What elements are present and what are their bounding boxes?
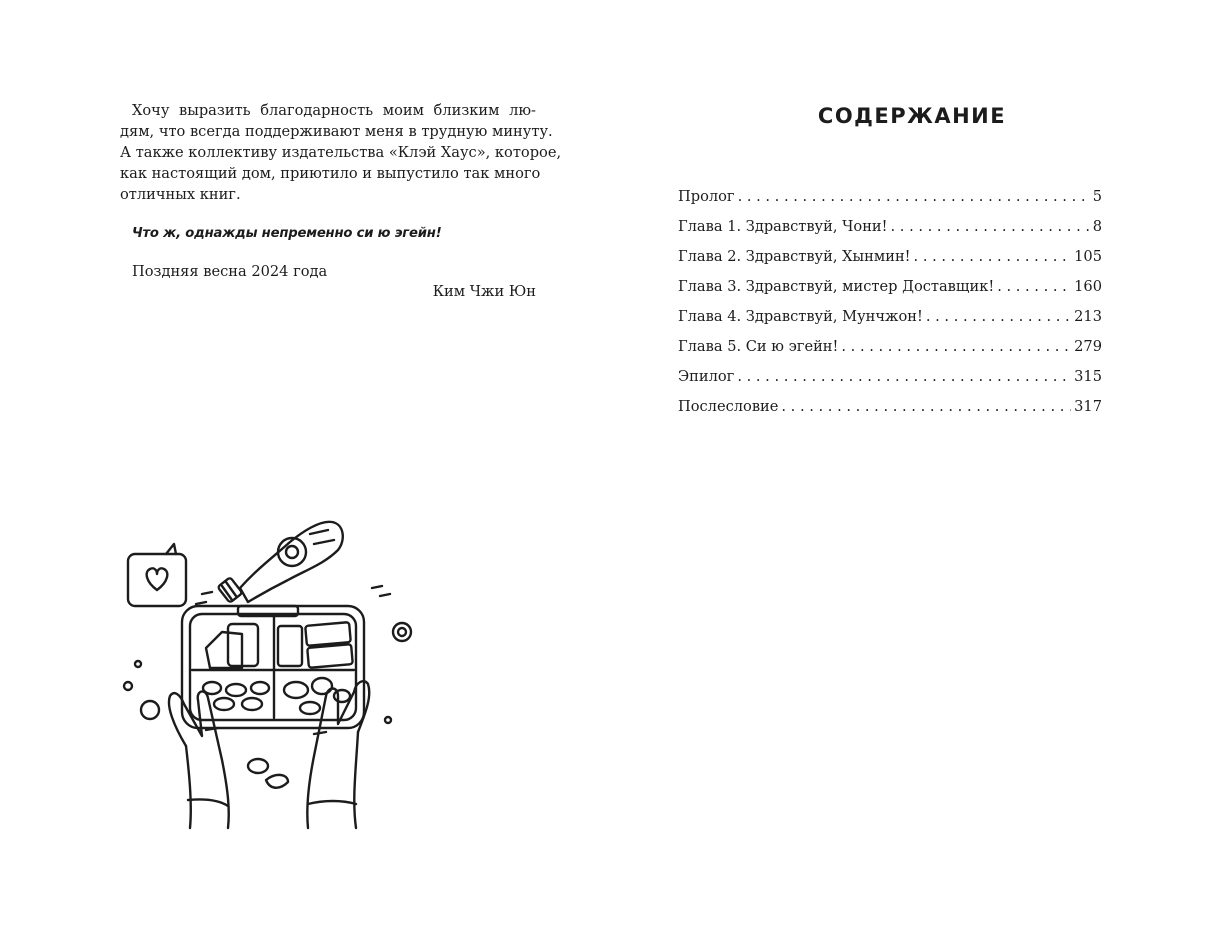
toc-entry-chapter-3 xyxy=(678,278,1102,308)
acknowledgement-line: Хочу выразить благодарность моим близким лю- xyxy=(132,102,536,119)
toc-entry-label: Глава 2. Здравствуй, Хынмин! xyxy=(678,248,911,265)
acknowledgement-line: как настоящий дом, приютило и выпустило так много xyxy=(120,165,541,182)
toc-entry-afterword xyxy=(678,398,1102,428)
toc-entry-page: 317 xyxy=(1074,398,1102,415)
toc-entry-prologue xyxy=(678,188,1102,218)
toc-list xyxy=(678,188,1102,428)
toc-entry-label: Глава 1. Здравствуй, Чони! xyxy=(678,218,888,235)
acknowledgement-page xyxy=(120,100,562,300)
toc-entry-page: 160 xyxy=(1074,278,1102,295)
toc-entry-label: Пролог xyxy=(678,188,735,205)
heart-speech-bubble-icon xyxy=(128,544,186,606)
toc-entry-page: 8 xyxy=(1092,218,1102,235)
toc-entry-label: Глава 5. Си ю эгейн! xyxy=(678,338,839,355)
acknowledgement-text xyxy=(120,100,562,205)
toc-leader-dots xyxy=(997,278,1071,295)
toc-entry-chapter-4 xyxy=(678,308,1102,338)
toc-entry-chapter-1 xyxy=(678,218,1102,248)
acknowledgement-line: отличных книг. xyxy=(120,186,241,203)
toc-leader-dots xyxy=(781,398,1071,415)
signature-date: Поздняя весна 2024 года xyxy=(132,263,328,280)
toc-entry-label: Эпилог xyxy=(678,368,735,385)
toc-entry-page: 213 xyxy=(1074,308,1102,325)
toc-entry-label: Послесловие xyxy=(678,398,779,415)
toc-title: СОДЕРЖАНИЕ xyxy=(817,104,1007,128)
toc-entry-page: 105 xyxy=(1074,248,1102,265)
toc-entry-label: Глава 4. Здравствуй, Мунчжон! xyxy=(678,308,923,325)
toc-entry-page: 279 xyxy=(1074,338,1102,355)
toc-entry-chapter-2 xyxy=(678,248,1102,278)
acknowledgement-line: А также коллективу издательства «Клэй Хаус», которое, xyxy=(120,144,562,161)
acknowledgement-line: дям, что всегда поддерживают меня в трудную минуту. xyxy=(120,123,553,140)
lunchbox-hands-illustration xyxy=(110,500,440,840)
sauce-bottle-icon xyxy=(218,522,343,603)
lunchbox-icon xyxy=(182,606,364,728)
toc-entry-chapter-5 xyxy=(678,338,1102,368)
toc-entry-label: Глава 3. Здравствуй, мистер Доставщик! xyxy=(678,278,995,295)
toc-leader-dots xyxy=(738,188,1090,205)
toc-entry-page: 315 xyxy=(1074,368,1102,385)
toc-entry-page: 5 xyxy=(1092,188,1102,205)
author-name: Ким Чжи Юн xyxy=(432,283,536,300)
table-of-contents-page xyxy=(678,104,1102,428)
hands-icon xyxy=(169,681,369,828)
toc-leader-dots xyxy=(926,308,1071,325)
toc-leader-dots xyxy=(914,248,1072,265)
toc-entry-epilogue xyxy=(678,368,1102,398)
toc-leader-dots xyxy=(737,368,1071,385)
toc-leader-dots xyxy=(841,338,1071,355)
closing-wish: Что ж, однажды непременно си ю эгейн! xyxy=(132,226,442,241)
toc-leader-dots xyxy=(891,218,1090,235)
